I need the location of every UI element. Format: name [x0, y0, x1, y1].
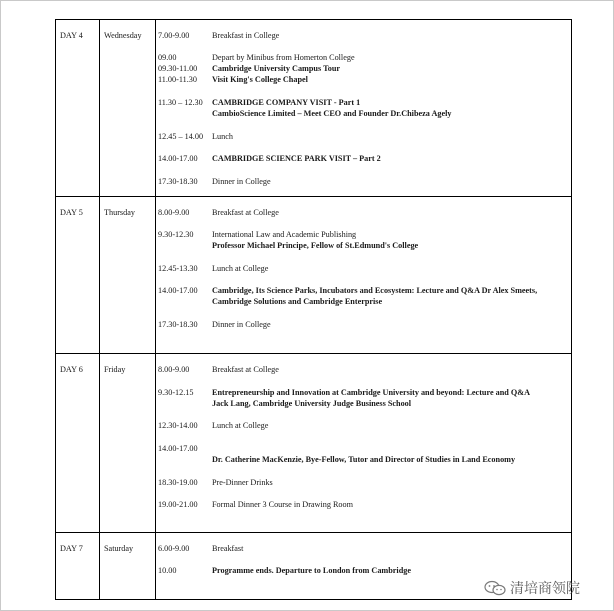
event-description: Dr. Catherine MacKenzie, Bye-Fellow, Tutor and Director of Studies in Land Economy — [212, 455, 516, 464]
event-description: Lunch at College — [212, 264, 269, 273]
event-time: 9.30-12.30 — [158, 230, 194, 239]
schedule-event — [158, 208, 279, 218]
day-cell — [56, 197, 100, 354]
event-time: 6.00-9.00 — [158, 544, 190, 553]
event-time: 17.30-18.30 — [158, 177, 198, 186]
event-description: Jack Lang, Cambridge University Judge Business School — [212, 399, 412, 408]
event-description: Lunch — [212, 132, 233, 141]
event-time: 8.00-9.00 — [158, 365, 190, 374]
weekday-cell — [100, 354, 156, 533]
schedule-event — [158, 31, 279, 41]
schedule-event — [158, 544, 243, 554]
schedule-event — [158, 64, 340, 74]
schedule-event — [158, 264, 268, 274]
schedule-event — [158, 109, 451, 119]
schedule-event — [158, 500, 353, 510]
weekday-label: Friday — [104, 365, 126, 374]
event-time: 12.45 – 14.00 — [158, 132, 204, 141]
events-cell — [156, 354, 572, 533]
schedule-event — [158, 230, 356, 240]
weekday-cell — [100, 20, 156, 197]
event-description: International Law and Academic Publishing — [212, 230, 357, 239]
schedule-event — [158, 365, 279, 375]
event-time: 19.00-21.00 — [158, 500, 198, 509]
event-description: Dinner in College — [212, 320, 271, 329]
table-row — [56, 197, 572, 354]
weekday-label: Thursday — [104, 208, 135, 217]
event-description: Cambridge, Its Science Parks, Incubators and Ecosystem: Lecture and Q&A Dr Alex Smeets, — [212, 286, 538, 295]
event-description: Entrepreneurship and Innovation at Cambridge University and beyond: Lecture and Q&A — [212, 388, 530, 397]
event-description: Depart by Minibus from Homerton College — [212, 53, 355, 62]
event-time: 17.30-18.30 — [158, 320, 198, 329]
event-time: 11.30 – 12.30 — [158, 98, 203, 107]
event-description: Breakfast at College — [212, 208, 279, 217]
schedule-event — [158, 75, 308, 85]
event-time: 11.00-11.30 — [158, 75, 197, 84]
events-cell — [156, 20, 572, 197]
schedule-event — [158, 320, 271, 330]
event-description: CAMBRIDGE SCIENCE PARK VISIT – Part 2 — [212, 154, 381, 163]
table-row — [56, 20, 572, 197]
day-label: DAY 5 — [60, 208, 83, 217]
event-time: 10.00 — [158, 566, 177, 575]
schedule-event — [158, 421, 268, 431]
event-description: Breakfast — [212, 544, 244, 553]
event-time: 09.00 — [158, 53, 177, 62]
event-time: 18.30-19.00 — [158, 478, 198, 487]
day-label: DAY 4 — [60, 31, 83, 40]
weekday-label: Wednesday — [104, 31, 142, 40]
schedule-event — [158, 388, 530, 398]
event-time: 09.30-11.00 — [158, 64, 198, 73]
day-label: DAY 7 — [60, 544, 83, 553]
schedule-event — [158, 478, 273, 488]
schedule-event — [158, 132, 233, 142]
weekday-label: Saturday — [104, 544, 134, 553]
event-time: 14.00-17.00 — [158, 286, 198, 295]
event-time: 14.00-17.00 — [158, 444, 198, 453]
event-description: Cambridge Solutions and Cambridge Enterprise — [212, 297, 383, 306]
schedule-table — [55, 19, 572, 600]
schedule-event — [158, 177, 271, 187]
schedule-event — [158, 53, 355, 63]
event-description: Dinner in College — [212, 177, 271, 186]
day-cell — [56, 533, 100, 600]
event-description: CambioScience Limited – Meet CEO and Founder Dr.Chibeza Agely — [212, 109, 452, 118]
weekday-cell — [100, 197, 156, 354]
event-description: Breakfast at College — [212, 365, 279, 374]
watermark-text: 清培商领院 — [510, 581, 580, 597]
event-description: Breakfast in College — [212, 31, 280, 40]
schedule-event — [158, 154, 381, 164]
schedule-event — [158, 566, 411, 576]
day-cell — [56, 20, 100, 197]
events-cell — [156, 197, 572, 354]
event-description: CAMBRIDGE COMPANY VISIT - Part 1 — [212, 98, 361, 107]
event-time: 8.00-9.00 — [158, 208, 190, 217]
day-label: DAY 6 — [60, 365, 83, 374]
event-time: 14.00-17.00 — [158, 154, 198, 163]
event-description: Programme ends. Departure to London from Cambridge — [212, 566, 411, 575]
event-time: 9.30-12.15 — [158, 388, 194, 397]
schedule-event — [158, 286, 537, 296]
event-description: Cambridge University Campus Tour — [212, 64, 341, 73]
schedule-event — [158, 399, 411, 409]
event-description: Visit King's College Chapel — [212, 75, 308, 84]
day-cell — [56, 354, 100, 533]
event-time: 12.45-13.30 — [158, 264, 198, 273]
event-description: Pre-Dinner Drinks — [212, 478, 273, 487]
event-description: Formal Dinner 3 Course in Drawing Room — [212, 500, 353, 509]
schedule-event — [158, 241, 418, 251]
schedule-event — [158, 444, 212, 454]
schedule-event — [158, 297, 382, 307]
schedule-event — [158, 455, 515, 465]
event-time: 12.30-14.00 — [158, 421, 198, 430]
weekday-cell — [100, 533, 156, 600]
table-row — [56, 354, 572, 533]
event-description: Lunch at College — [212, 421, 269, 430]
wechat-icon — [484, 580, 506, 596]
schedule-event — [158, 98, 360, 108]
event-description: Professor Michael Principe, Fellow of St.Edmund's College — [212, 241, 419, 250]
event-time: 7.00-9.00 — [158, 31, 190, 40]
watermark — [484, 578, 580, 598]
